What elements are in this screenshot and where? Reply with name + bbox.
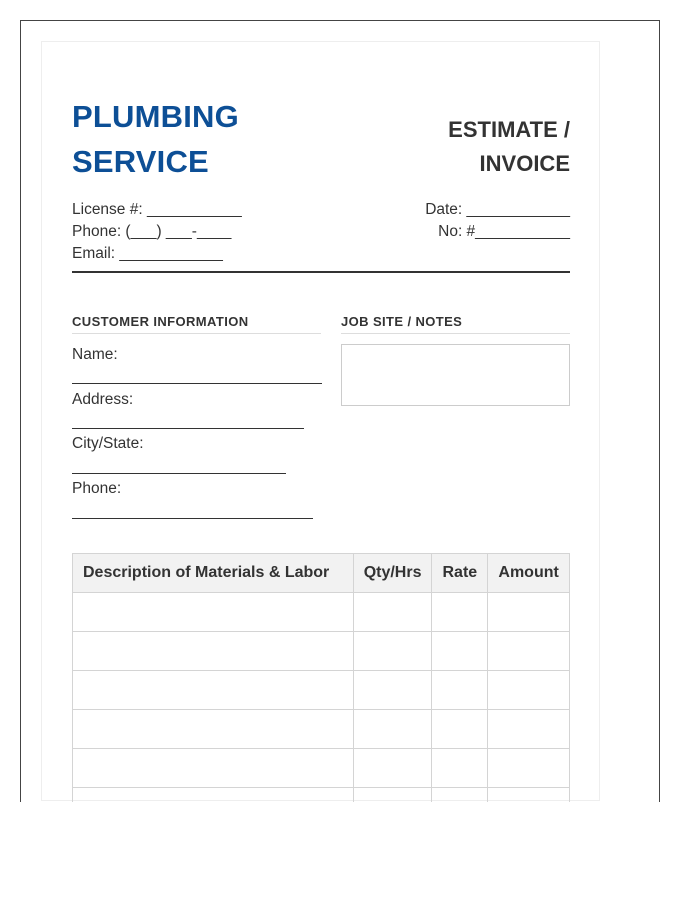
description-cell[interactable]	[73, 749, 354, 788]
invoice-number-field: No: #___________	[438, 223, 570, 240]
table-row	[73, 593, 570, 632]
business-phone-field: Phone: (___) ___-____	[72, 223, 232, 240]
company-name-line2: SERVICE	[72, 144, 209, 179]
license-field: License #: ___________	[72, 201, 242, 218]
rate-cell[interactable]	[432, 749, 488, 788]
table-row	[73, 749, 570, 788]
bottom-cutoff	[0, 802, 700, 900]
customer-city-state-line[interactable]	[72, 473, 286, 474]
header-description: Description of Materials & Labor	[73, 554, 354, 593]
description-cell[interactable]	[73, 710, 354, 749]
business-contact	[72, 199, 242, 265]
qty-cell[interactable]	[353, 632, 432, 671]
invoice-meta	[370, 199, 570, 243]
table-header-row	[73, 554, 570, 593]
date-field: Date: ____________	[425, 201, 570, 218]
header-divider	[72, 271, 570, 273]
rate-cell[interactable]	[432, 671, 488, 710]
table-row	[73, 710, 570, 749]
description-cell[interactable]	[73, 593, 354, 632]
customer-name-line[interactable]	[72, 383, 322, 384]
header-amount: Amount	[488, 554, 570, 593]
customer-name-label: Name:	[72, 346, 118, 363]
table-row	[73, 671, 570, 710]
customer-phone-label: Phone:	[72, 480, 122, 497]
customer-city-state-label: City/State:	[72, 435, 144, 452]
customer-address-line[interactable]	[72, 428, 304, 429]
amount-cell[interactable]	[488, 710, 570, 749]
company-name	[72, 94, 239, 184]
rate-cell[interactable]	[432, 593, 488, 632]
description-cell[interactable]	[73, 671, 354, 710]
qty-cell[interactable]	[353, 593, 432, 632]
document-type-line1: ESTIMATE /	[448, 117, 570, 142]
amount-cell[interactable]	[488, 671, 570, 710]
amount-cell[interactable]	[488, 749, 570, 788]
amount-cell[interactable]	[488, 593, 570, 632]
job-site-notes-box[interactable]	[341, 344, 570, 406]
amount-cell[interactable]	[488, 632, 570, 671]
customer-phone-line[interactable]	[72, 518, 313, 519]
description-cell[interactable]	[73, 632, 354, 671]
rate-cell[interactable]	[432, 632, 488, 671]
header-rate: Rate	[432, 554, 488, 593]
business-email-field: Email: ____________	[72, 245, 223, 262]
qty-cell[interactable]	[353, 671, 432, 710]
table-row	[73, 632, 570, 671]
customer-section-title: CUSTOMER INFORMATION	[72, 315, 321, 334]
qty-cell[interactable]	[353, 710, 432, 749]
header-qty: Qty/Hrs	[353, 554, 432, 593]
qty-cell[interactable]	[353, 749, 432, 788]
rate-cell[interactable]	[432, 710, 488, 749]
customer-address-label: Address:	[72, 391, 134, 408]
document-type-line2: INVOICE	[479, 151, 570, 176]
line-items-table	[72, 553, 570, 827]
company-name-line1: PLUMBING	[72, 99, 239, 134]
document-type	[380, 113, 570, 181]
job-site-section-title: JOB SITE / NOTES	[341, 315, 570, 334]
